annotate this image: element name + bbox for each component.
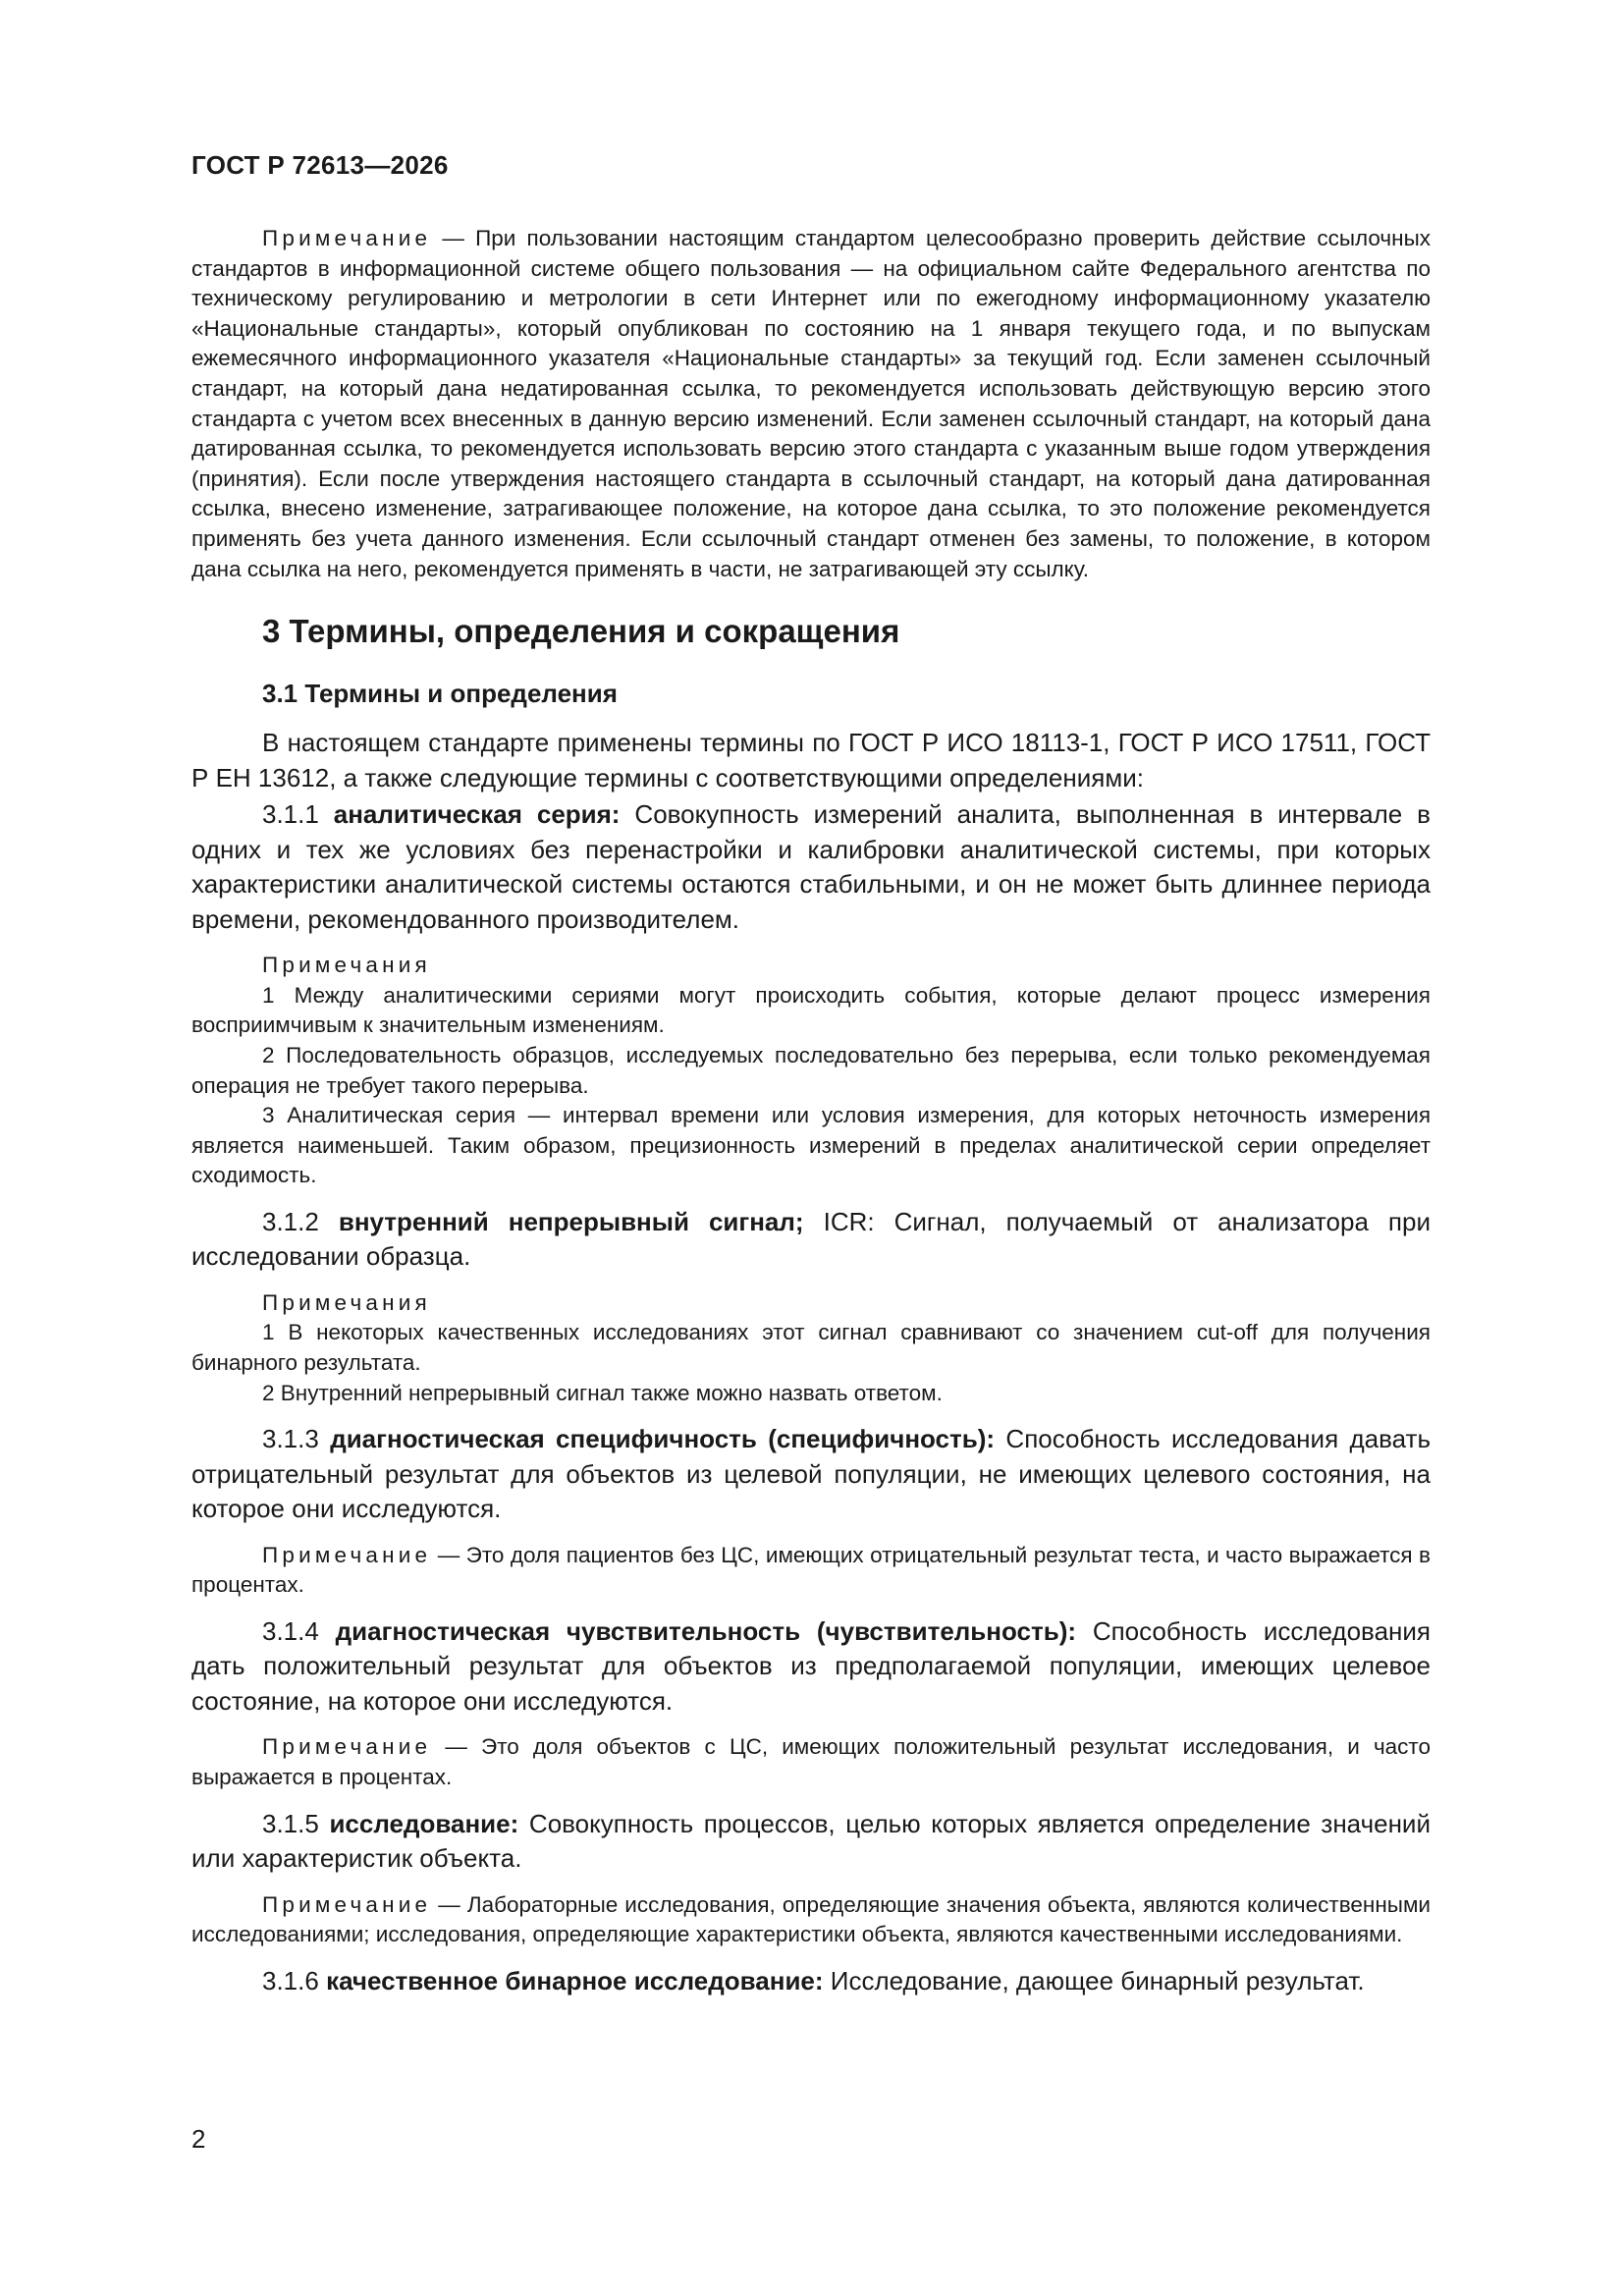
term-note: [191, 1890, 1431, 1950]
term-name: диагностическая специфичность (специфичность):: [330, 1424, 996, 1454]
note-label: Примечание: [262, 1734, 432, 1760]
term-definition: ICR: Сигнал, получаемый от анализатора при исследовании образца.: [191, 1206, 1431, 1272]
note-label: Примечание: [262, 1891, 432, 1917]
note-label: Примечание: [262, 226, 432, 250]
term-name: внутренний непрерывный сигнал;: [338, 1206, 804, 1236]
term-entry: [191, 1807, 1431, 1877]
term-name: качественное бинарное исследование:: [326, 1965, 824, 1995]
note-item: 2 Внутренний непрерывный сигнал также можно назвать ответом.: [262, 1380, 943, 1405]
term-entry: [191, 1964, 1431, 1999]
term-number: 3.1.4: [262, 1615, 336, 1646]
term-number: 3.1.5: [262, 1808, 330, 1838]
note-label: Примечание: [262, 1542, 432, 1567]
term-entry: [191, 1205, 1431, 1275]
term-definition: Совокупность измерений аналита, выполненная в интервале в одних и тех же условиях без перенастройки и калибровки аналитической системы, при которых характеристики аналитической системы остаются стабильными, и он не может быть длиннее периода времени, рекомендованного производителем.: [191, 799, 1431, 934]
note-item: 3 Аналитическая серия — интервал времени или условия измерения, для которых неточность измерения является наименьшей. Таким образом, прецизионность измерений в пределах аналитической серии определяет сходимость.: [191, 1103, 1431, 1188]
note-item: 2 Последовательность образцов, исследуемых последовательно без перерыва, если только рекомендуемая операция не требует такого перерыва.: [191, 1042, 1431, 1098]
term-definition: Исследование, дающее бинарный результат.: [823, 1965, 1365, 1995]
term-number: 3.1.3: [262, 1424, 331, 1454]
note-text: — Это доля объектов с ЦС, имеющих положительный результат исследования, и часто выражается в процентах.: [191, 1734, 1431, 1790]
section-intro: В настоящем стандарте применены термины по ГОСТ Р ИСО 18113-1, ГОСТ Р ИСО 17511, ГОСТ Р ЕН 13612, а также следующие термины с соответствующими определениями:: [191, 728, 1431, 793]
term-note: [191, 1541, 1431, 1601]
term-name: аналитическая серия:: [333, 799, 621, 830]
term-definition: Совокупность процессов, целью которых является определение значений или характеристик объекта.: [191, 1808, 1431, 1874]
term-entry: [191, 1422, 1431, 1527]
note-text: — Лабораторные исследования, определяющие значения объекта, являются количественными исследованиями; исследования, определяющие характеристики объекта, являются качественными исследованиями.: [191, 1891, 1431, 1947]
page-number: 2: [191, 2124, 206, 2154]
subsection-heading: 3.1 Термины и определения: [262, 679, 618, 709]
term-number: 3.1.6: [262, 1965, 327, 1995]
note-text: — Это доля пациентов без ЦС, имеющих отрицательный результат теста, и часто выражается в процентах.: [191, 1542, 1431, 1598]
section-heading: 3 Термины, определения и сокращения: [262, 613, 900, 650]
document-code-header: ГОСТ Р 72613—2026: [191, 150, 449, 180]
note-item: 1 Между аналитическими сериями могут происходить события, которые делают процесс измерения восприимчивым к значительным изменениям.: [191, 982, 1431, 1038]
note-text: — При пользовании настоящим стандартом целесообразно проверить действие ссылочных стандартов в информационной системе общего пользования — на официальном сайте Федерального агентства по техническому регулированию и метрологии в сети Интернет или по ежегодному информационному указателю «Национальные стандарты», который опубликован по состоянию на 1 января текущего года, и по выпускам ежемесячного информационного указателя «Национальные стандарты» за текущий год. Если заменен ссылочный стандарт, на который дана недатированная ссылка, то рекомендуется использовать действующую версию этого стандарта с учетом всех внесенных в данную версию изменений. Если заменен ссылочный стандарт, на который дана датированная ссылка, то рекомендуется использовать версию этого стандарта с указанным выше годом утверждения (принятия). Если после утверждения настоящего стандарта в ссылочный стандарт, на который дана датированная ссылка, внесено изменение, затрагивающее положение, на которое дана ссылка, то это положение рекомендуется применять без учета данного изменения. Если ссылочный стандарт отменен без замены, то положение, в котором дана ссылка на него, рекомендуется применять в части, не затрагивающей эту ссылку.: [191, 226, 1431, 581]
intro-note: [191, 224, 1431, 584]
term-entry: [191, 1614, 1431, 1720]
term-definition: Способность исследования дать положительный результат для объектов из предполагаемой популяции, имеющих целевое состояние, на которое они исследуются.: [191, 1615, 1431, 1716]
term-name: диагностическая чувствительность (чувствительность):: [335, 1615, 1077, 1646]
note-item: 1 В некоторых качественных исследованиях этот сигнал сравнивают со значением cut-off для получения бинарного результата.: [191, 1320, 1431, 1376]
term-definition: Способность исследования давать отрицательный результат для объектов из целевой популяции, не имеющих целевого состояния, на которое они исследуются.: [191, 1424, 1431, 1524]
page-content: [191, 224, 1431, 1998]
notes-label: Примечания: [262, 953, 431, 978]
term-number: 3.1.2: [262, 1206, 339, 1236]
term-number: 3.1.1: [262, 799, 334, 830]
term-name: исследование:: [329, 1808, 519, 1838]
term-note: [191, 1732, 1431, 1792]
notes-label: Примечания: [262, 1289, 431, 1315]
term-entry: [191, 797, 1431, 937]
